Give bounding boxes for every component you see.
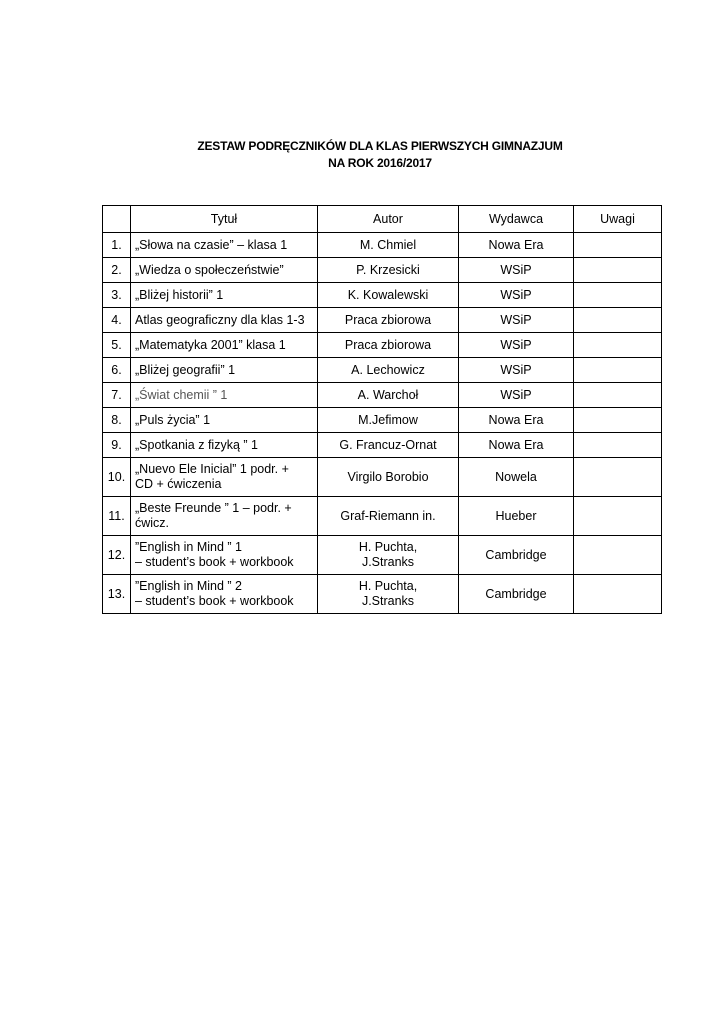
row-number: 12. <box>103 536 131 575</box>
row-title: ”English in Mind ” 2 <box>135 579 242 593</box>
row-publisher: WSiP <box>459 258 574 283</box>
table-row <box>103 383 662 408</box>
row-author-cell <box>318 575 459 614</box>
row-notes <box>574 536 662 575</box>
row-author: P. Krzesicki <box>318 258 459 283</box>
textbook-table <box>102 205 662 614</box>
row-number: 9. <box>103 433 131 458</box>
row-author: H. Puchta, <box>358 540 418 554</box>
row-publisher: Nowa Era <box>459 233 574 258</box>
row-author: H. Puchta, <box>358 579 418 593</box>
row-notes <box>574 283 662 308</box>
row-author: A. Warchoł <box>318 383 459 408</box>
row-author-continued: J.Stranks <box>361 555 415 569</box>
row-title: „Słowa na czasie” – klasa 1 <box>131 233 318 258</box>
row-publisher: Hueber <box>459 497 574 536</box>
row-author: Graf-Riemann in. <box>318 497 459 536</box>
row-title-cell <box>131 458 318 497</box>
row-author: M. Chmiel <box>318 233 459 258</box>
row-title: „Wiedza o społeczeństwie” <box>131 258 318 283</box>
row-number: 2. <box>103 258 131 283</box>
row-title: „Nuevo Ele Inicial” 1 podr. + <box>135 462 289 476</box>
header-author: Autor <box>318 206 459 233</box>
row-number: 6. <box>103 358 131 383</box>
header-notes: Uwagi <box>574 206 662 233</box>
row-title-continued: ćwicz. <box>135 516 170 530</box>
table-row <box>103 258 662 283</box>
row-title-continued: – student’s book + workbook <box>135 594 294 608</box>
table-header-row <box>103 206 662 233</box>
table-row <box>103 308 662 333</box>
table-row <box>103 358 662 383</box>
row-notes <box>574 233 662 258</box>
row-notes <box>574 433 662 458</box>
row-number: 3. <box>103 283 131 308</box>
table-row <box>103 333 662 358</box>
title-line-2: NA ROK 2016/2017 <box>328 156 432 170</box>
header-nr <box>103 206 131 233</box>
title-line-1: ZESTAW PODRĘCZNIKÓW DLA KLAS PIERWSZYCH GIMNAZJUM <box>197 139 563 153</box>
row-title-cell <box>131 536 318 575</box>
row-author: A. Lechowicz <box>318 358 459 383</box>
row-author: Virgilo Borobio <box>318 458 459 497</box>
row-number: 1. <box>103 233 131 258</box>
row-title: „Spotkania z fizyką ” 1 <box>131 433 318 458</box>
row-publisher: WSiP <box>459 283 574 308</box>
row-notes <box>574 497 662 536</box>
row-publisher: Cambridge <box>459 536 574 575</box>
row-author: Praca zbiorowa <box>318 308 459 333</box>
row-notes <box>574 575 662 614</box>
row-author: M.Jefimow <box>318 408 459 433</box>
row-title: Atlas geograficzny dla klas 1-3 <box>131 308 318 333</box>
document-title <box>100 138 660 172</box>
row-author: K. Kowalewski <box>318 283 459 308</box>
row-title-cell <box>131 497 318 536</box>
row-notes <box>574 383 662 408</box>
row-publisher: Nowela <box>459 458 574 497</box>
table-row <box>103 536 662 575</box>
row-notes <box>574 458 662 497</box>
row-notes <box>574 258 662 283</box>
row-notes <box>574 308 662 333</box>
row-title: „Matematyka 2001” klasa 1 <box>131 333 318 358</box>
table-row <box>103 433 662 458</box>
row-author-cell <box>318 536 459 575</box>
table-row <box>103 458 662 497</box>
row-author: Praca zbiorowa <box>318 333 459 358</box>
row-number: 4. <box>103 308 131 333</box>
row-number: 5. <box>103 333 131 358</box>
row-number: 8. <box>103 408 131 433</box>
row-publisher: Nowa Era <box>459 433 574 458</box>
row-number: 13. <box>103 575 131 614</box>
row-title: „Bliżej historii” 1 <box>131 283 318 308</box>
row-number: 11. <box>103 497 131 536</box>
row-author: G. Francuz-Ornat <box>318 433 459 458</box>
row-title-continued: CD + ćwiczenia <box>135 477 222 491</box>
table-row <box>103 283 662 308</box>
row-title: „Bliżej geografii” 1 <box>131 358 318 383</box>
row-title-continued: – student’s book + workbook <box>135 555 294 569</box>
header-publisher: Wydawca <box>459 206 574 233</box>
row-publisher: WSiP <box>459 358 574 383</box>
row-publisher: Cambridge <box>459 575 574 614</box>
header-title: Tytuł <box>131 206 318 233</box>
row-notes <box>574 333 662 358</box>
row-title: ”English in Mind ” 1 <box>135 540 242 554</box>
row-author-continued: J.Stranks <box>361 594 415 608</box>
row-notes <box>574 408 662 433</box>
row-publisher: Nowa Era <box>459 408 574 433</box>
row-title-cell <box>131 575 318 614</box>
table-row <box>103 408 662 433</box>
row-number: 10. <box>103 458 131 497</box>
row-title: „Puls życia” 1 <box>131 408 318 433</box>
row-publisher: WSiP <box>459 383 574 408</box>
row-number: 7. <box>103 383 131 408</box>
row-title: „Beste Freunde ” 1 – podr. + <box>135 501 292 515</box>
table-row <box>103 575 662 614</box>
table-row <box>103 233 662 258</box>
row-publisher: WSiP <box>459 333 574 358</box>
row-publisher: WSiP <box>459 308 574 333</box>
row-notes <box>574 358 662 383</box>
table-row <box>103 497 662 536</box>
row-title: „Świat chemii ” 1 <box>131 383 318 408</box>
